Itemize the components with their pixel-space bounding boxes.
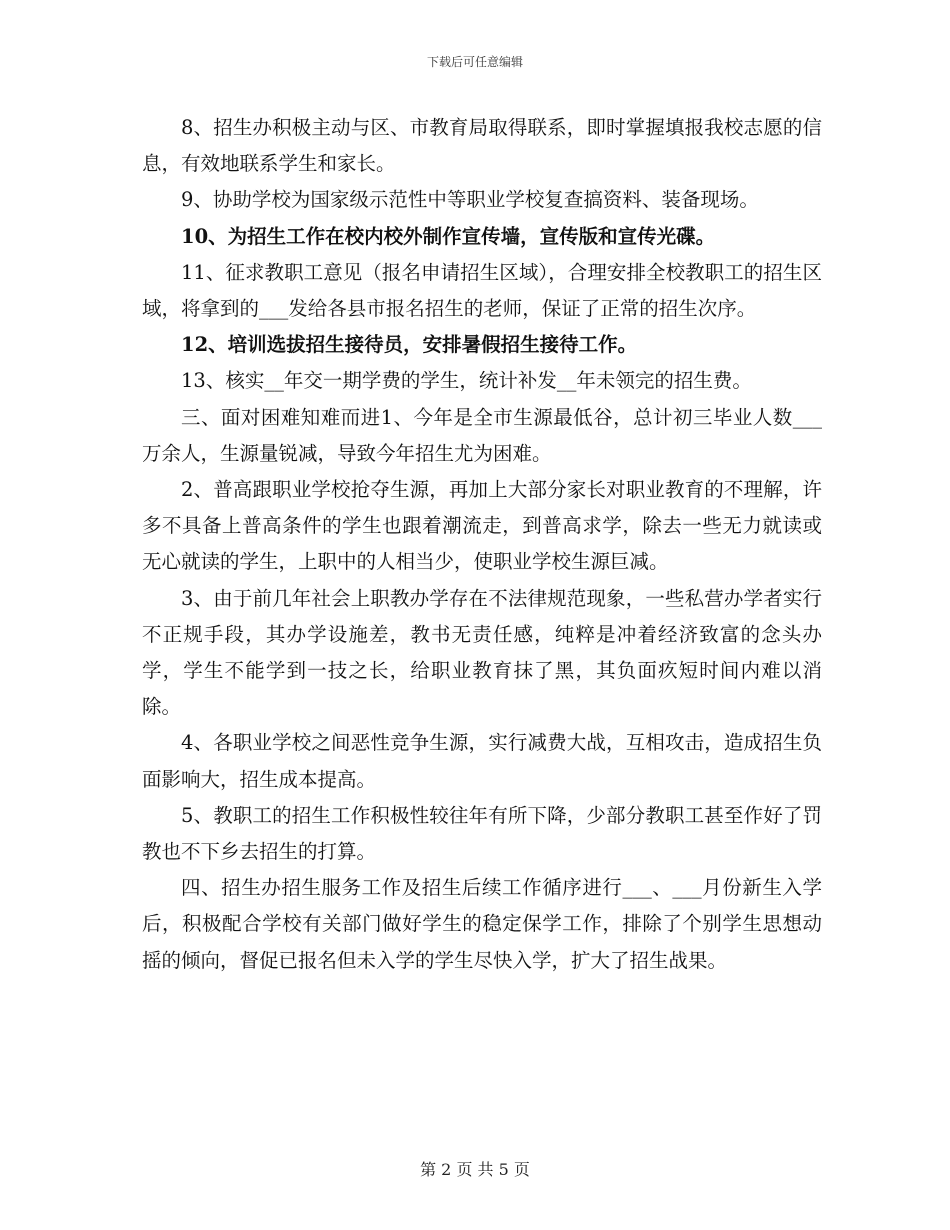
page-footer: 第 2 页 共 5 页 [420, 1160, 530, 1179]
paragraph-difficulty-4: 4、各职业学校之间恶性竞争生源，实行减费大战，互相攻击，造成招生负面影响大，招生成本提高。 [142, 731, 822, 791]
paragraph-section-4: 四、招生办招生服务工作及招生后续工作循序进行___、___月份新生入学后，积极配合学校有关部门做好学生的稳定保学工作，排除了个别学生思想动摇的倾向，督促已报名但未入学的学生尽快入学，扩大了招生战果。 [142, 876, 822, 972]
paragraph-item-9: 9、协助学校为国家级示范性中等职业学校复查搞资料、装备现场。 [181, 188, 759, 212]
paragraph-difficulty-5: 5、教职工的招生工作积极性较往年有所下降，少部分教职工甚至作好了罚教也不下乡去招生的打算。 [142, 803, 822, 864]
paragraph-item-11: 11、征求教职工意见（报名申请招生区域），合理安排全校教职工的招生区域，将拿到的___发给各县市报名招生的老师，保证了正常的招生次序。 [142, 260, 822, 321]
paragraph-item-12: 12、培训选拔招生接待员，安排暑假招生接待工作。 [181, 333, 638, 357]
paragraph-difficulty-2: 2、普高跟职业学校抢夺生源，再加上大部分家长对职业教育的不理解，许多不具备上普高条件的学生也跟着潮流走，到普高求学，除去一些无力就读或无心就读的学生，上职中的人相当少，使职业学校生源巨减。 [142, 478, 822, 574]
paragraph-item-8: 8、招生办积极主动与区、市教育局取得联系，即时掌握填报我校志愿的信息，有效地联系学生和家长。 [142, 116, 822, 176]
paragraph-difficulty-3: 3、由于前几年社会上职教办学存在不法律规范现象，一些私营办学者实行不正规手段，其办学设施差，教书无责任感，纯粹是冲着经济致富的念头办学，学生不能学到一技之长，给职业教育抹了黑，其负面疚短时间内难以消除。 [142, 586, 822, 719]
paragraph-item-13: 13、核实__年交一期学费的学生，统计补发__年未领完的招生费。 [181, 369, 752, 393]
paragraph-item-10: 10、为招生工作在校内校外制作宣传墙，宣传版和宣传光碟。 [181, 224, 716, 248]
page-header: 下载后可任意编辑 [426, 55, 523, 69]
document-body [142, 110, 822, 979]
paragraph-section-3: 三、面对困难知难而进1、今年是全市生源最低谷，总计初三毕业人数___万余人，生源量锐减，导致今年招生尤为困难。 [142, 405, 822, 465]
